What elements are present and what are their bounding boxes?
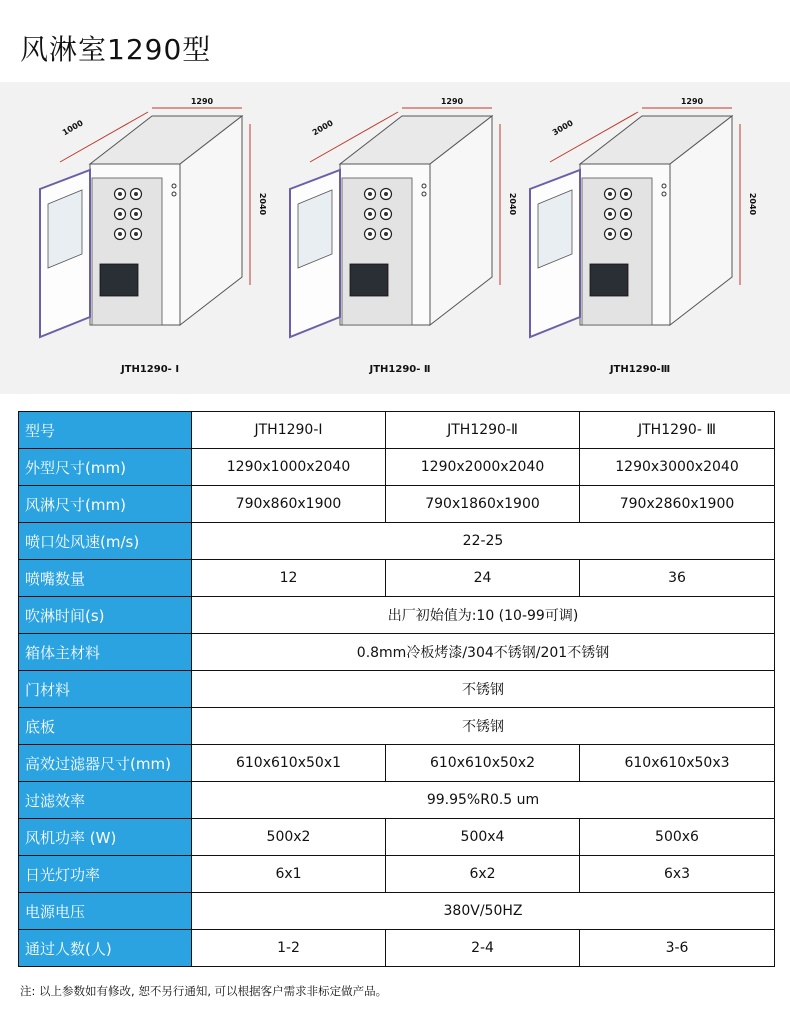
row-label: 外型尺寸(mm) — [19, 449, 192, 486]
page-title: 风淋室1290型 — [20, 33, 212, 66]
table-row — [19, 449, 775, 486]
merged-value-cell: 99.95%R0.5 um — [192, 782, 775, 819]
table-row — [19, 671, 775, 708]
control-panel — [590, 264, 628, 296]
row-label: 风机功率 (W) — [19, 819, 192, 856]
shower-opening — [92, 178, 162, 325]
value-cell: 610x610x50x3 — [580, 745, 775, 782]
model-caption: JTH1290- Ⅱ — [369, 364, 431, 375]
width-dim-label: 1290 — [680, 97, 704, 106]
merged-value-cell: 不锈钢 — [192, 708, 775, 745]
nozzle-core — [624, 232, 628, 236]
nozzle-core — [134, 212, 138, 216]
nozzle-core — [624, 192, 628, 196]
row-label: 通过人数(人) — [19, 930, 192, 967]
air-shower-drawing — [40, 97, 267, 375]
table-row — [19, 708, 775, 745]
value-cell: 3-6 — [580, 930, 775, 967]
value-cell: 500x2 — [192, 819, 386, 856]
shower-opening — [342, 178, 412, 325]
nozzle-core — [118, 192, 122, 196]
row-label: 过滤效率 — [19, 782, 192, 819]
table-row — [19, 523, 775, 560]
table-row — [19, 560, 775, 597]
value-cell: 1290x1000x2040 — [192, 449, 386, 486]
door-window — [48, 190, 82, 268]
air-shower-drawing — [290, 97, 517, 375]
value-cell: 24 — [386, 560, 580, 597]
width-dim-label: 1290 — [440, 97, 464, 106]
merged-value-cell: 0.8mm冷板烤漆/304不锈钢/201不锈钢 — [192, 634, 775, 671]
model-caption: JTH1290- Ⅰ — [120, 364, 180, 375]
nozzle-core — [118, 212, 122, 216]
control-panel — [350, 264, 388, 296]
model-cell: JTH1290-Ⅱ — [386, 412, 580, 449]
row-label: 喷口处风速(m/s) — [19, 523, 192, 560]
merged-value-cell: 不锈钢 — [192, 671, 775, 708]
control-panel — [100, 264, 138, 296]
indicator-light — [172, 192, 176, 196]
height-dim-label: 2040 — [258, 192, 267, 216]
nozzle-core — [368, 192, 372, 196]
indicator-light — [662, 184, 666, 188]
value-cell: 610x610x50x1 — [192, 745, 386, 782]
value-cell: 790x2860x1900 — [580, 486, 775, 523]
nozzle-core — [384, 212, 388, 216]
merged-value-cell: 出厂初始值为:10 (10-99可调) — [192, 597, 775, 634]
nozzle-core — [608, 232, 612, 236]
value-cell: 610x610x50x2 — [386, 745, 580, 782]
value-cell: 500x6 — [580, 819, 775, 856]
depth-dim-label: 3000 — [550, 118, 575, 138]
spec-table-body — [19, 412, 775, 967]
indicator-light — [422, 192, 426, 196]
table-row — [19, 930, 775, 967]
depth-dim-label: 1000 — [60, 118, 85, 138]
model-caption: JTH1290-Ⅲ — [609, 364, 671, 375]
table-row — [19, 856, 775, 893]
value-cell: 1290x3000x2040 — [580, 449, 775, 486]
value-cell: 12 — [192, 560, 386, 597]
table-row — [19, 597, 775, 634]
table-row — [19, 745, 775, 782]
value-cell: 2-4 — [386, 930, 580, 967]
product-drawings-svg — [0, 82, 790, 394]
table-row — [19, 893, 775, 930]
row-label: 底板 — [19, 708, 192, 745]
table-row — [19, 819, 775, 856]
merged-value-cell: 380V/50HZ — [192, 893, 775, 930]
nozzle-core — [368, 212, 372, 216]
row-label: 门材料 — [19, 671, 192, 708]
row-label: 日光灯功率 — [19, 856, 192, 893]
indicator-light — [422, 184, 426, 188]
value-cell: 6x2 — [386, 856, 580, 893]
table-row — [19, 782, 775, 819]
indicator-light — [662, 192, 666, 196]
height-dim-label: 2040 — [748, 192, 757, 216]
row-label: 高效过滤器尺寸(mm) — [19, 745, 192, 782]
model-cell: JTH1290-Ⅰ — [192, 412, 386, 449]
nozzle-core — [624, 212, 628, 216]
nozzle-core — [134, 232, 138, 236]
value-cell: 36 — [580, 560, 775, 597]
nozzle-core — [384, 192, 388, 196]
nozzle-core — [134, 192, 138, 196]
value-cell: 1-2 — [192, 930, 386, 967]
row-label: 喷嘴数量 — [19, 560, 192, 597]
row-label: 风淋尺寸(mm) — [19, 486, 192, 523]
height-dim-label: 2040 — [508, 192, 517, 216]
air-shower-drawing — [530, 97, 757, 375]
spec-table — [18, 411, 775, 967]
table-row-model — [19, 412, 775, 449]
row-label: 箱体主材料 — [19, 634, 192, 671]
width-dim-label: 1290 — [190, 97, 214, 106]
nozzle-core — [118, 232, 122, 236]
nozzle-core — [608, 212, 612, 216]
value-cell: 6x3 — [580, 856, 775, 893]
nozzle-core — [368, 232, 372, 236]
table-row — [19, 634, 775, 671]
value-cell: 500x4 — [386, 819, 580, 856]
footnote: 注: 以上参数如有修改, 恕不另行通知, 可以根据客户需求非标定做产品。 — [20, 984, 388, 998]
door-window — [538, 190, 572, 268]
table-row — [19, 486, 775, 523]
row-label: 型号 — [19, 412, 192, 449]
model-cell: JTH1290- Ⅲ — [580, 412, 775, 449]
product-drawings — [0, 82, 790, 394]
door-window — [298, 190, 332, 268]
value-cell: 790x860x1900 — [192, 486, 386, 523]
value-cell: 6x1 — [192, 856, 386, 893]
row-label: 电源电压 — [19, 893, 192, 930]
nozzle-core — [608, 192, 612, 196]
indicator-light — [172, 184, 176, 188]
value-cell: 790x1860x1900 — [386, 486, 580, 523]
nozzle-core — [384, 232, 388, 236]
row-label: 吹淋时间(s) — [19, 597, 192, 634]
depth-dim-label: 2000 — [310, 118, 335, 138]
merged-value-cell: 22-25 — [192, 523, 775, 560]
value-cell: 1290x2000x2040 — [386, 449, 580, 486]
shower-opening — [582, 178, 652, 325]
